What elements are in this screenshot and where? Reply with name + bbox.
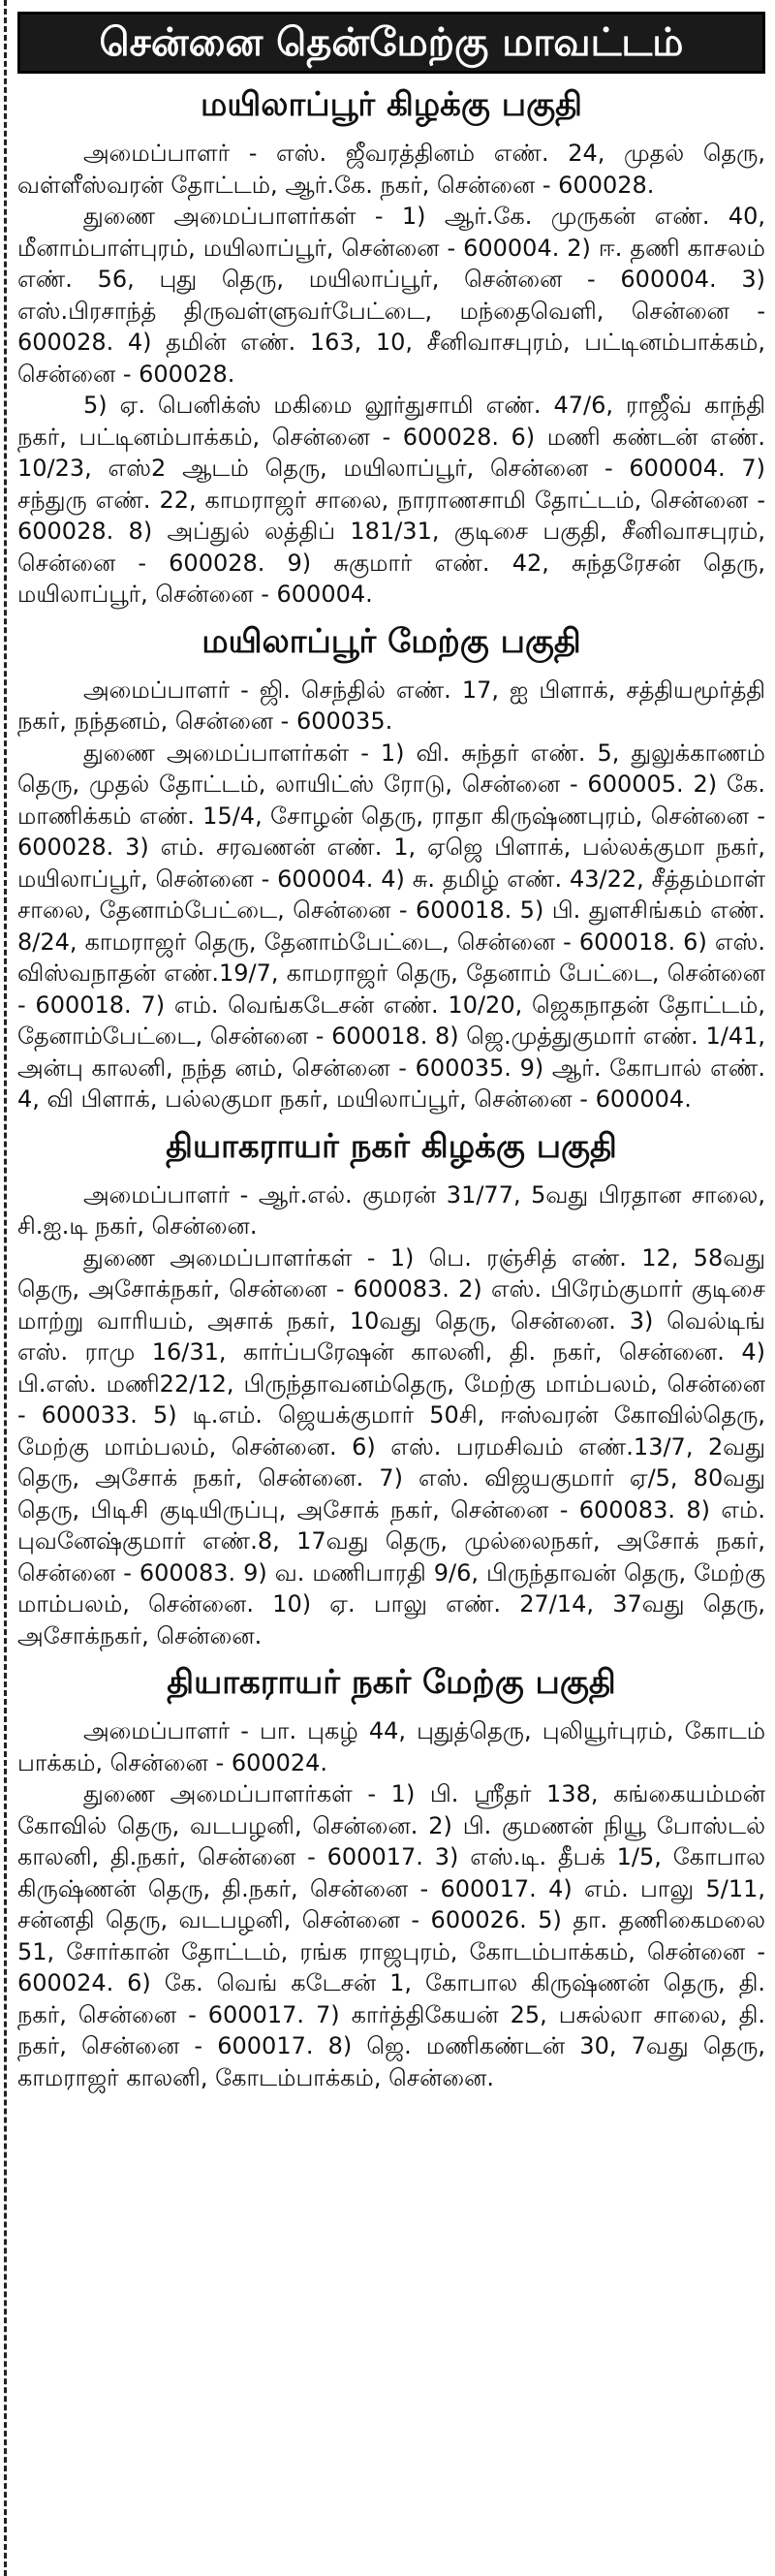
dashed-cut-line [4, 0, 7, 2576]
section-t-nagar-west [17, 1663, 765, 2093]
section-t-nagar-east [17, 1127, 765, 1652]
deputy-organizers-paragraph: துணை அமைப்பாளர்கள் - 1) வி. சுந்தர் எண். 5, துலுக்காணம் தெரு, முதல் தோட்டம், லாயிட்ஸ் ரோடு, சென்னை - 600005. 2) கே. மாணிக்கம் எண். 15/4, சோழன் தெரு, ராதா கிருஷ்ணபுரம், சென்னை - 600028. 3) எம். சரவணன் எண். 1, ஏஜெ பிளாக், பல்லக்குமா நகர், மயிலாப்பூர், சென்னை - 600004. 4) சு. தமிழ் எண். 43/22, சீத்தம்மாள் சாலை, தேனாம்பேட்டை, சென்னை - 600018. 5) பி. துளசிங்கம் எண். 8/24, காமராஜர் தெரு, தேனாம்பேட்டை, சென்னை - 600018. 6) எஸ். விஸ்வநாதன் எண்.19/7, காமராஜர் தெரு, தேனாம் பேட்டை, சென்னை - 600018. 7) எம். வெங்கடேசன் எண். 10/20, ஜெகநாதன் தோட்டம், தேனாம்பேட்டை, சென்னை - 600018. 8) ஜெ.முத்துகுமார் எண். 1/41, அன்பு காலனி, நந்த னம், சென்னை - 600035. 9) ஆர். கோபால் எண். 4, வி பிளாக், பல்லகுமா நகர், மயிலாப்பூர், சென்னை - 600004. [17, 738, 765, 1113]
organizer-paragraph: அமைப்பாளர் - எஸ். ஜீவரத்தினம் எண். 24, முதல் தெரு, வள்ளீஸ்வரன் தோட்டம், ஆர்.கே. நகர், சென்னை - 600028. [17, 140, 765, 199]
section-heading: தியாகராயர் நகர் கிழக்கு பகுதி [166, 1126, 617, 1166]
section-mylapore-east [17, 85, 765, 611]
section-mylapore-west [17, 622, 765, 1115]
deputy-organizers-paragraph: துணை அமைப்பாளர்கள் - 1) ஆர்.கே. முருகன் எண். 40, மீனாம்பாள்புரம், மயிலாப்பூர், சென்னை - 600004. 2) ஈ. தணி காசலம் எண். 56, புது தெரு, மயிலாப்பூர், சென்னை - 600004. 3) எஸ்.பிரசாந்த் திருவள்ளுவர்பேட்டை, மந்தைவெளி, சென்னை - 600028. 4) தமின் எண். 163, 10, சீனிவாசபுரம், பட்டினம்பாக்கம், சென்னை - 600028. [17, 203, 766, 388]
organizer-paragraph: அமைப்பாளர் - பா. புகழ் 44, புதுத்தெரு, புலியூர்புரம், கோடம் பாக்கம், சென்னை - 600024. [17, 1717, 765, 1776]
district-banner: சென்னை தென்மேற்கு மாவட்டம் [17, 12, 765, 74]
organizer-paragraph: அமைப்பாளர் - ஆர்.எல். குமரன் 31/77, 5வது பிரதான சாலை, சி.ஐ.டி நகர், சென்னை. [17, 1180, 765, 1240]
section-heading: தியாகராயர் நகர் மேற்கு பகுதி [167, 1663, 616, 1702]
deputy-organizers-continued-paragraph: 5) ஏ. பெனிக்ஸ் மகிமை லூர்துசாமி எண். 47/6, ராஜீவ் காந்தி நகர், பட்டினம்பாக்கம், சென்னை - 600028. 6) மணி கண்டன் எண். 10/23, எஸ்2 ஆடம் தெரு, மயிலாப்பூர், சென்னை - 600004. 7) சந்துரு எண். 22, காமராஜர் சாலை, நாராணசாமி தோட்டம், சென்னை - 600028. 8) அப்துல் லத்திப் 181/31, குடிசை பகுதி, சீனிவாசபுரம், சென்னை - 600028. 9) சுகுமார் எண். 42, சுந்தரேசன் தெரு, மயிலாப்பூர், சென்னை - 600004. [17, 392, 765, 608]
deputy-organizers-paragraph: துணை அமைப்பாளர்கள் - 1) பெ. ரஞ்சித் எண். 12, 58வது தெரு, அசோக்நகர், சென்னை - 600083. 2) எஸ். பிரேம்குமார் குடிசை மாற்று வாரியம், அசாக் நகர், 10வது தெரு, சென்னை. 3) வெல்டிங் எஸ். ராமு 16/31, கார்ப்பரேஷன் காலனி, தி. நகர், சென்னை. 4) பி.எஸ். மணி22/12, பிருந்தாவனம்தெரு, மேற்கு மாம்பலம், சென்னை - 600033. 5) டி.எம். ஜெயக்குமார் 50சி, ஈஸ்வரன் கோவில்தெரு, மேற்கு மாம்பலம், சென்னை. 6) எஸ். பரமசிவம் எண்.13/7, 2வது தெரு, அசோக் நகர், சென்னை. 7) எஸ். விஜயகுமார் ஏ/5, 80வது தெரு, பிடிசி குடியிருப்பு, அசோக் நகர், சென்னை - 600083. 8) எம். புவனேஷ்குமார் எண்.8, 17வது தெரு, முல்லைநகர், அசோக் நகர், சென்னை - 600083. 9) வ. மணிபாரதி 9/6, பிருந்தாவன் தெரு, மேற்கு மாம்பலம், சென்னை. 10) ஏ. பாலு எண். 27/14, 37வது தெரு, அசோக்நகர், சென்னை. [17, 1243, 765, 1649]
section-heading: மயிலாப்பூர் கிழக்கு பகுதி [201, 85, 582, 124]
section-heading: மயிலாப்பூர் மேற்கு பகுதி [202, 621, 581, 661]
organizer-paragraph: அமைப்பாளர் - ஜி. செந்தில் எண். 17, ஐ பிளாக், சத்தியமூர்த்தி நகர், நந்தனம், சென்னை - 600035. [17, 675, 765, 735]
deputy-organizers-paragraph: துணை அமைப்பாளர்கள் - 1) பி. ஸ்ரீதர் 138, கங்கையம்மன் கோவில் தெரு, வடபழனி, சென்னை. 2) பி. குமணன் நியூ போஸ்டல் காலனி, தி.நகர், சென்னை - 600017. 3) எஸ்.டி. தீபக் 1/5, கோபால கிருஷ்ணன் தெரு, தி.நகர், சென்னை - 600017. 4) எம். பாலு 5/11, சன்னதி தெரு, வடபழனி, சென்னை - 600026. 5) தா. தணிகைமலை 51, சோர்கான் தோட்டம், ரங்க ராஜபுரம், கோடம்பாக்கம், சென்னை - 600024. 6) கே. வெங் கடேசன் 1, கோபால கிருஷ்ணன் தெரு, தி. நகர், சென்னை - 600017. 7) கார்த்திகேயன் 25, பசுல்லா சாலை, தி. நகர், சென்னை - 600017. 8) ஜெ. மணிகண்டன் 30, 7வது தெரு, காமராஜர் காலனி, கோடம்பாக்கம், சென்னை. [17, 1780, 765, 2091]
